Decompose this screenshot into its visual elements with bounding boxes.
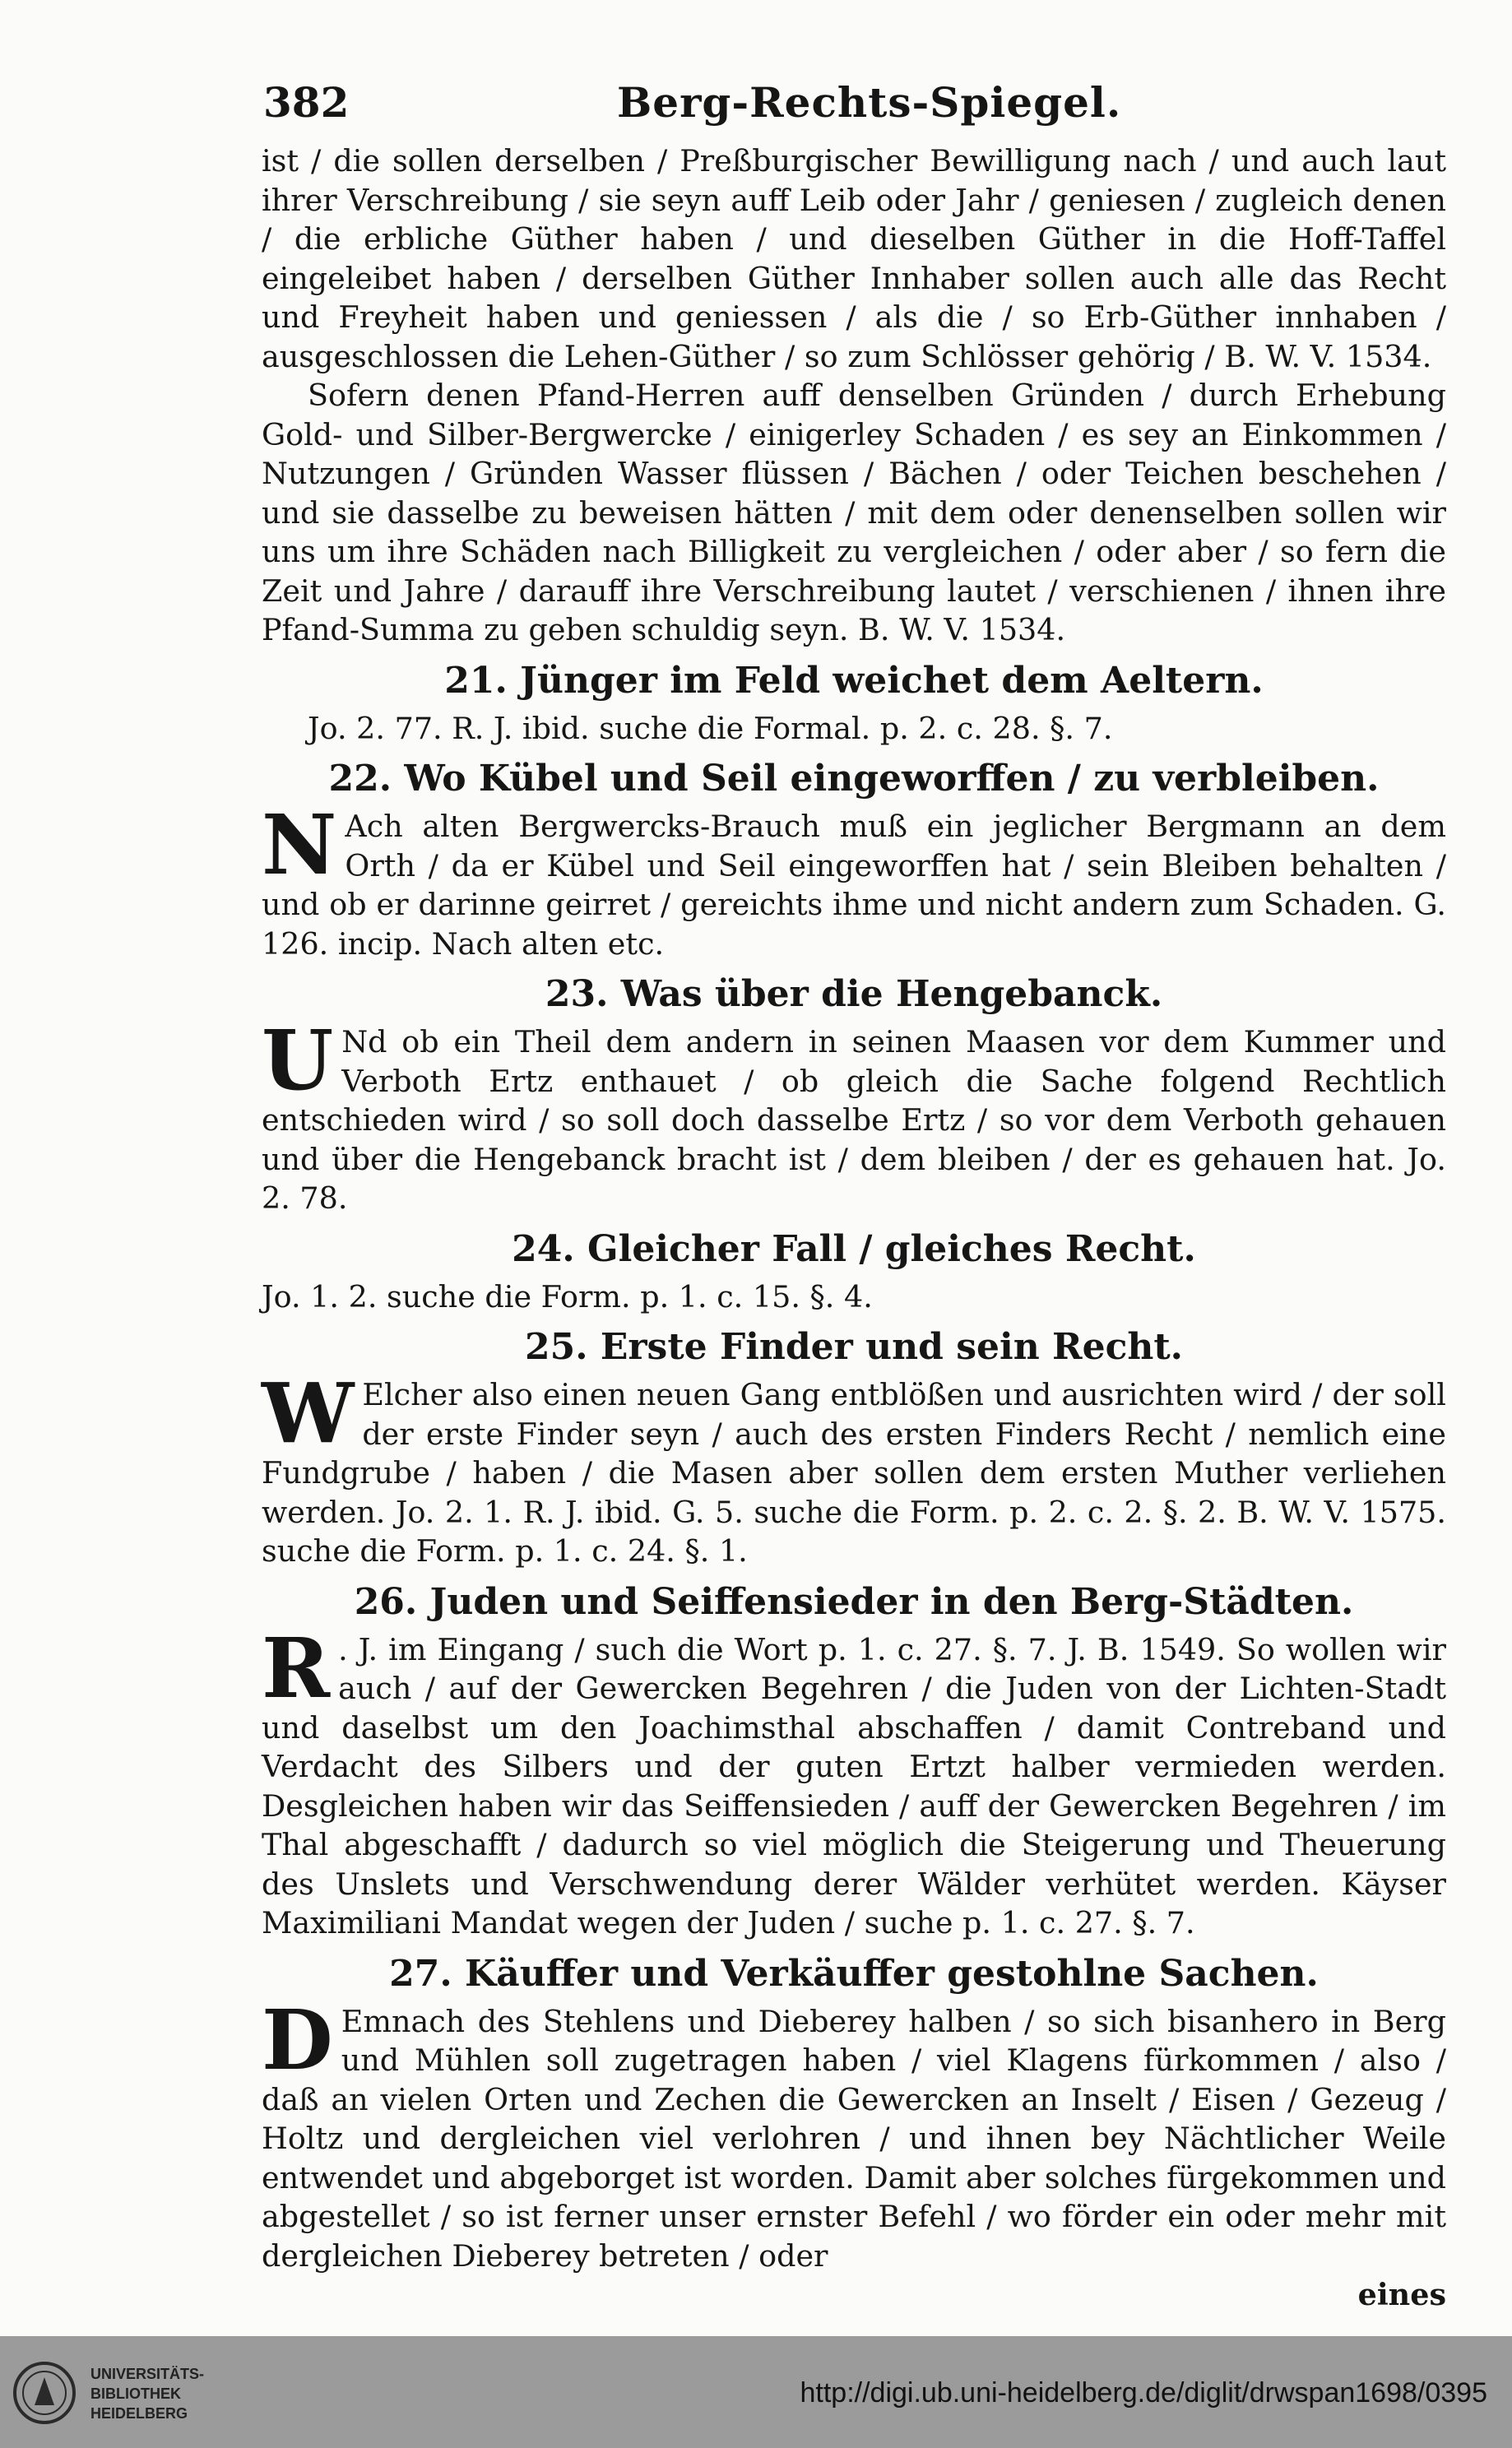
section-26-paragraph	[262, 1619, 1446, 1943]
library-name-line-3: HEIDELBERG	[90, 2405, 188, 2422]
university-seal-icon	[12, 2356, 77, 2430]
library-name-line-2: BIBLIOTHEK	[90, 2385, 181, 2402]
section-26-text: . J. im Eingang / such die Wort p. 1. c. 27. §. 7. J. B. 1549. So wollen wir auch / auf der Gewercken Begehren / die Juden von der Lichten-Stadt und daselbst um den Joachimsthal abschaffen / damit Contreband und Verdacht des Silbers und der guten Ertzt halber vermieden werden. Desgleichen haben wir das Seiffensieden / auff der Gewercken Begehren / im Thal abgeschafft / dadurch so viel möglich die Steigerung und Theuerung des Unslets und Verschwendung derer Wälder verhütet werden. Käyser Maximiliani Mandat wegen der Juden / suche p. 1. c. 27. §. 7.	[262, 1631, 1446, 1940]
drop-cap: U	[262, 1012, 334, 1109]
library-name-line-1: UNIVERSITÄTS-	[90, 2366, 205, 2382]
source-url[interactable]: http://digi.ub.uni-heidelberg.de/diglit/drwspan1698/0395	[800, 2377, 1487, 2409]
drop-cap: D	[262, 1991, 333, 2089]
running-title: Berg-Rechts-Spiegel.	[617, 78, 1122, 127]
page-header	[263, 78, 1448, 144]
section-21-text: Jo. 2. 77. R. J. ibid. suche die Formal. p. 2. c. 28. §. 7.	[308, 710, 1113, 746]
section-22-text: Ach alten Bergwercks-Brauch muß ein jeglicher Bergmann an dem Orth / da er Kübel und Seil eingeworffen hat / sein Bleiben behalten / und ob er darinne geirret / gereichts ihme und nicht andern zum Schaden. G. 126. incip. Nach alten etc.	[262, 809, 1446, 962]
footer-bar	[0, 2336, 1512, 2448]
paragraph-sofern: Sofern denen Pfand-Herren auff denselben Gründen / durch Erhebung Gold- und Silber-Bergwercke / einigerley Schaden / es sey an Einkommen / Nutzungen / Gründen Wasser flüssen / Bächen / oder Teichen beschehen / und sie dasselbe zu beweisen hätten / mit dem oder denenselben sollen wir uns um ihre Schäden nach Billigkeit zu vergleichen / oder aber / so fern die Zeit und Jahre / darauff ihre Verschreibung lautet / verschienen / ihnen ihre Pfand-Summa zu geben schuldig seyn. B. W. V. 1534.	[262, 378, 1446, 647]
body-text	[262, 141, 1446, 2315]
catchword: eines	[1357, 2277, 1446, 2312]
section-27-text: Emnach des Stehlens und Dieberey halben / so sich bisanhero in Berg und Mühlen soll zugetragen haben / viel Klagens fürkommen / also / daß an vielen Orten und Zechen die Gewercken an Inselt / Eisen / Gezeug / Holtz und dergleichen viel verlohren / und ihnen bey Nächtlicher Weile entwendet und abgeborget ist worden. Damit aber solches fürgekommen und abgestellet / so ist ferner unser ernster Befehl / wo förder ein oder mehr mit dergleichen Dieberey betreten / oder	[262, 2003, 1446, 2274]
section-25-paragraph	[262, 1365, 1446, 1571]
section-24-text: Jo. 1. 2. suche die Form. p. 1. c. 15. §. 4.	[262, 1278, 873, 1314]
section-27-paragraph	[262, 1991, 1446, 2276]
drop-cap: W	[262, 1365, 355, 1462]
section-22-paragraph	[262, 796, 1446, 963]
section-26-heading: 26. Juden und Seiffensieder in den Berg-Städten.	[354, 1580, 1354, 1623]
paragraph-intro: ist / die sollen derselben / Preßburgischer Bewilligung nach / und auch laut ihrer Verschreibung / sie seyn auff Leib oder Jahr / geniesen / zugleich denen / die erbliche Güther haben / und dieselben Güther in die Hoff-Taffel eingeleibet haben / derselben Güther Innhaber sollen auch alle das Recht und Freyheit haben und geniessen / als die / so Erb-Güther innhaben / ausgeschlossen die Lehen-Güther / so zum Schlösser gehörig / B. W. V. 1534.	[262, 143, 1446, 374]
library-name	[90, 2364, 204, 2423]
section-23-text: Nd ob ein Theil dem andern in seinen Maasen vor dem Kummer und Verboth Ertz enthauet / ob gleich die Sache folgend Rechtlich entschieden wird / so soll doch dasselbe Ertz / so vor dem Verboth gehauen und über die Hengebanck bracht ist / dem bleiben / der es gehauen hat. Jo. 2. 78.	[262, 1024, 1446, 1216]
section-23-paragraph	[262, 1012, 1446, 1218]
section-25-heading: 25. Erste Finder und sein Recht.	[524, 1326, 1184, 1368]
section-27-heading: 27. Käuffer und Verkäuffer gestohlne Sachen.	[389, 1952, 1319, 1995]
section-24-heading: 24. Gleicher Fall / gleiches Recht.	[512, 1227, 1196, 1270]
drop-cap: R	[262, 1619, 331, 1717]
section-22-heading: 22. Wo Kübel und Seil eingeworffen / zu verbleiben.	[328, 758, 1380, 800]
section-23-heading: 23. Was über die Hengebanck.	[545, 973, 1163, 1015]
section-21-heading: 21. Jünger im Feld weichet dem Aeltern.	[444, 659, 1264, 702]
page-number: 382	[263, 78, 350, 127]
section-25-text: Elcher also einen neuen Gang entblößen und ausrichten wird / der soll der erste Finder seyn / auch des ersten Finders Recht / nemlich eine Fundgrube / haben / die Masen aber sollen dem ersten Muther verliehen werden. Jo. 2. 1. R. J. ibid. G. 5. suche die Form. p. 2. c. 2. §. 2. B. W. V. 1575. suche die Form. p. 1. c. 24. §. 1.	[262, 1377, 1446, 1569]
drop-cap: N	[262, 796, 337, 893]
